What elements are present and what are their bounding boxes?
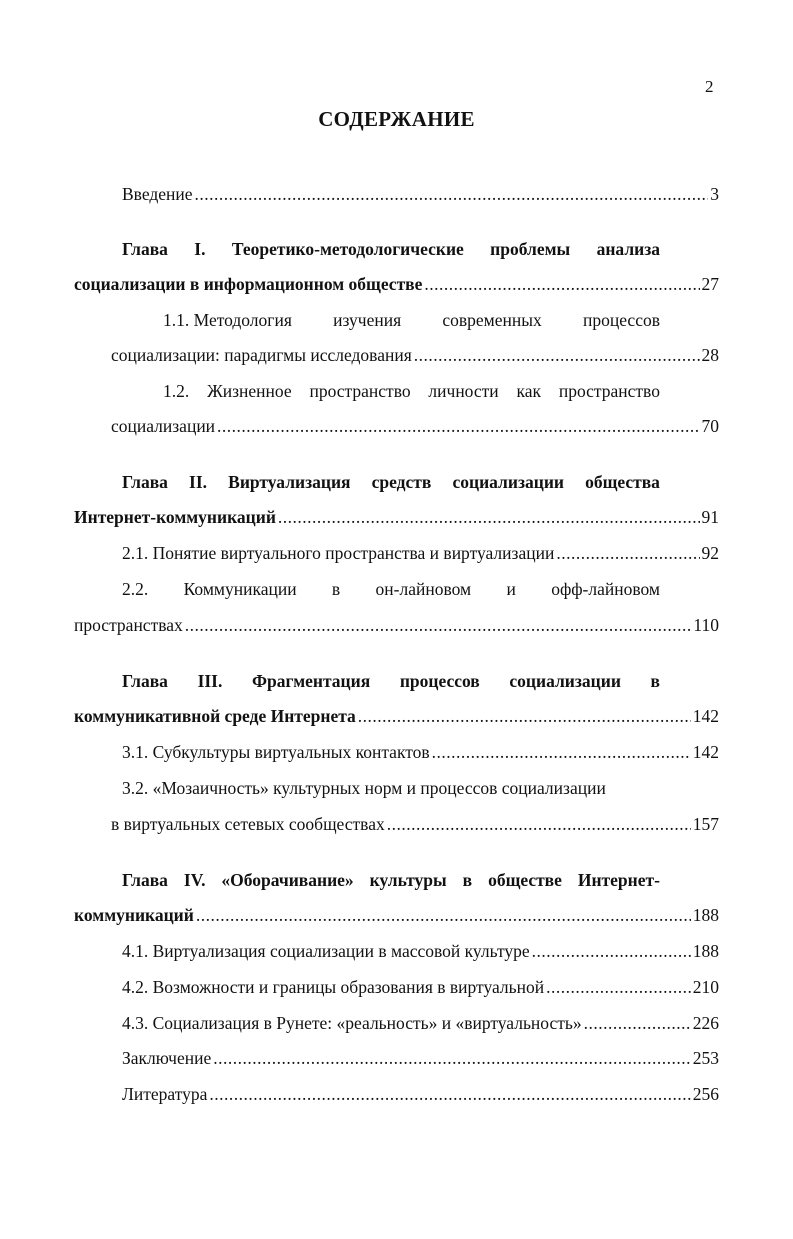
toc-entry-text: социализации xyxy=(111,416,216,436)
heading-word: проблемы xyxy=(490,239,571,259)
toc-entry-text: 4.2. Возможности и границы образования в виртуальной xyxy=(122,977,545,997)
heading-word: 2.2. xyxy=(122,579,149,599)
heading-word: он-лайновом xyxy=(375,579,472,599)
toc-page-number: 92 xyxy=(701,543,719,563)
heading-word: 1.1. Методология xyxy=(163,310,292,330)
toc-page-number: 188 xyxy=(692,941,719,961)
toc-chapter-4-heading xyxy=(122,868,660,892)
toc-entry-chapter-4 xyxy=(74,903,719,927)
toc-page-number: 142 xyxy=(692,706,719,726)
heading-word: обществе xyxy=(488,870,562,890)
toc-entry-text: коммуникативной среде Интернета xyxy=(74,706,356,726)
heading-word: I. xyxy=(194,239,206,259)
toc-entry-text: пространствах xyxy=(74,615,183,635)
toc-entry-text: 2.1. Понятие виртуального пространства и виртуализации xyxy=(122,543,555,563)
toc-entry-text: 3.1. Субкультуры виртуальных контактов xyxy=(122,742,430,762)
heading-word: офф-лайновом xyxy=(551,579,660,599)
heading-word: Фрагментация xyxy=(252,671,371,691)
toc-entry-section-4-3 xyxy=(122,1011,719,1035)
heading-word: социализации xyxy=(452,472,564,492)
page-title: СОДЕРЖАНИЕ xyxy=(318,107,475,131)
toc-entry-text: социализации: парадигмы исследования xyxy=(111,345,412,365)
toc-entry-section-1-1 xyxy=(111,343,719,367)
toc-chapter-3-heading xyxy=(122,669,660,693)
heading-word: 1.2. xyxy=(163,381,190,401)
toc-entry-section-3-1 xyxy=(122,740,719,764)
toc-chapter-2-heading xyxy=(122,470,660,494)
toc-page-number: 210 xyxy=(692,977,719,997)
dot-leader xyxy=(278,505,700,529)
toc-entry-text: Интернет-коммуникаций xyxy=(74,507,276,527)
heading-word: анализа xyxy=(596,239,660,259)
toc-page-number: 157 xyxy=(692,814,719,834)
heading-word: пространство xyxy=(558,381,660,401)
heading-word: «Оборачивание» xyxy=(221,870,354,890)
toc-entry-text: 4.1. Виртуализация социализации в массовой культуре xyxy=(122,941,530,961)
heading-word: современных xyxy=(442,310,542,330)
dot-leader xyxy=(387,812,691,836)
heading-word: Глава xyxy=(122,870,168,890)
heading-word: общества xyxy=(585,472,660,492)
toc-entry-section-2-1 xyxy=(122,541,719,565)
heading-word: средств xyxy=(371,472,432,492)
toc-entry-text: социализации в информационном обществе xyxy=(74,274,423,294)
toc-section-1-2-heading xyxy=(163,379,660,403)
toc-entry-chapter-3 xyxy=(74,704,719,728)
heading-word: и xyxy=(506,579,516,599)
dot-leader xyxy=(584,1011,691,1035)
toc-page-number: 188 xyxy=(692,905,719,925)
toc-entry-text: Литература xyxy=(122,1084,208,1104)
dot-leader xyxy=(424,272,699,296)
heading-word: в xyxy=(650,671,660,691)
toc-page-number: 226 xyxy=(692,1013,719,1033)
toc-entry-text: в виртуальных сетевых сообществах xyxy=(111,814,385,834)
heading-word: Глава xyxy=(122,472,168,492)
heading-word: Виртуализация xyxy=(228,472,351,492)
heading-word: социализации xyxy=(509,671,621,691)
toc-entry-section-3-2 xyxy=(111,812,719,836)
toc-entry-chapter-1 xyxy=(74,272,719,296)
dot-leader xyxy=(213,1046,691,1070)
toc-entry-text: Введение xyxy=(122,184,193,204)
toc-entry-section-1-2 xyxy=(111,414,719,438)
heading-word: пространство xyxy=(309,381,411,401)
dot-leader xyxy=(196,903,691,927)
toc-chapter-1-heading xyxy=(122,237,660,261)
heading-word: III. xyxy=(197,671,223,691)
toc-entry-literature xyxy=(122,1082,719,1106)
toc-entry-section-4-2 xyxy=(122,975,719,999)
heading-word: Интернет- xyxy=(577,870,660,890)
toc-entry-text: Заключение xyxy=(122,1048,212,1068)
toc-page-number: 91 xyxy=(701,507,719,527)
toc-entry-section-2-2 xyxy=(74,613,719,637)
toc-section-2-2-heading xyxy=(122,577,660,601)
toc-entry-text: коммуникаций xyxy=(74,905,194,925)
toc-entry-chapter-2 xyxy=(74,505,719,529)
toc-page-number: 3 xyxy=(710,184,719,204)
dot-leader xyxy=(532,939,691,963)
heading-word: как xyxy=(516,381,541,401)
toc-entry-text: 4.3. Социализация в Рунете: «реальность» и «виртуальность» xyxy=(122,1013,582,1033)
heading-word: IV. xyxy=(183,870,206,890)
dot-leader xyxy=(432,740,691,764)
heading-word: в xyxy=(462,870,473,890)
toc-page-number: 253 xyxy=(692,1048,719,1068)
dot-leader xyxy=(195,182,709,206)
heading-word: Коммуникации xyxy=(183,579,297,599)
heading-word: процессов xyxy=(399,671,480,691)
toc-page-number: 142 xyxy=(692,742,719,762)
dot-leader xyxy=(414,343,700,367)
heading-word: культуры xyxy=(369,870,447,890)
heading-word: Глава xyxy=(122,671,168,691)
toc-page-number: 110 xyxy=(693,615,719,635)
dot-leader xyxy=(358,704,691,728)
heading-word: Глава xyxy=(122,239,168,259)
dot-leader xyxy=(209,1082,690,1106)
heading-word: Теоретико-методологические xyxy=(231,239,464,259)
dot-leader xyxy=(546,975,691,999)
heading-word: в xyxy=(331,579,341,599)
dot-leader xyxy=(185,613,692,637)
toc-entry-intro xyxy=(122,182,719,206)
dot-leader xyxy=(217,414,699,438)
heading-word: изучения xyxy=(333,310,402,330)
dot-leader xyxy=(556,541,699,565)
toc-entry-conclusion xyxy=(122,1046,719,1070)
heading-text: 3.2. «Мозаичность» культурных норм и процессов социализации xyxy=(122,778,606,798)
toc-section-1-1-heading xyxy=(163,308,660,332)
toc-page-number: 28 xyxy=(701,345,719,365)
toc-entry-section-4-1 xyxy=(122,939,719,963)
toc-section-3-2-heading xyxy=(122,776,660,800)
toc-page-number: 70 xyxy=(701,416,719,436)
toc-page-number: 256 xyxy=(692,1084,719,1104)
heading-word: II. xyxy=(189,472,208,492)
heading-word: Жизненное xyxy=(207,381,292,401)
heading-word: процессов xyxy=(583,310,660,330)
heading-word: личности xyxy=(428,381,499,401)
toc-page-number: 27 xyxy=(701,274,719,294)
page-number: 2 xyxy=(705,77,714,96)
